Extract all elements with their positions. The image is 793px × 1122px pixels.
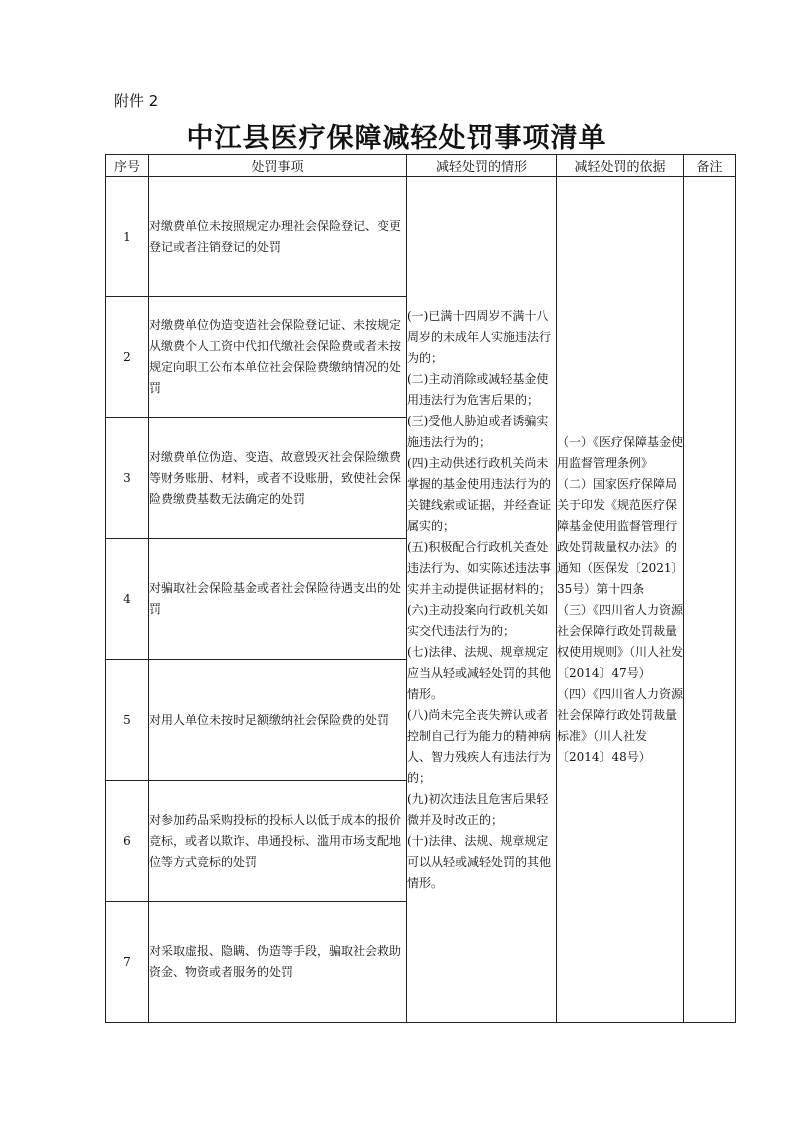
row-number: 6 [106,781,149,902]
row-number: 5 [106,660,149,781]
header-remarks: 备注 [684,155,736,177]
basis-item: （一）《医疗保障基金使用监督管理条例》 [557,434,684,470]
penalty-item: 对缴费单位伪造、变造、故意毁灭社会保险缴费等财务账册、材料，或者不设账册，致使社会保险费缴费基数无法确定的处罚 [149,418,407,539]
penalty-item: 对参加药品采购投标的投标人以低于成本的报价竞标，或者以欺诈、串通投标、滥用市场支配地位等方式竞标的处罚 [149,781,407,902]
row-number: 7 [106,902,149,1023]
circumstance-item: (三)受他人胁迫或者诱骗实施违法行为的； [407,413,549,449]
row-number: 3 [106,418,149,539]
penalty-item: 对缴费单位伪造变造社会保险登记证、未按规定从缴费个人工资中代扣代缴社会保险费或者未按规定向职工公布本单位社会保险费缴纳情况的处罚 [149,297,407,418]
header-basis: 减轻处罚的依据 [557,155,684,177]
basis-item: （四）《四川省人力资源社会保障行政处罚裁量标准》（川人社发〔2014〕48号） [557,686,684,764]
penalty-item: 对骗取社会保险基金或者社会保险待遇支出的处罚 [149,539,407,660]
basis-item: （三）《四川省人力资源社会保障行政处罚裁量权使用规则》（川人社发〔2014〕47号） [557,602,684,680]
header-circumstances: 减轻处罚的情形 [407,155,557,177]
document-title: 中江县医疗保障减轻处罚事项清单 [186,123,607,154]
table-header-row [106,155,736,177]
circumstance-item: (四)主动供述行政机关尚未掌握的基金使用违法行为的关键线索或证据，并经查证属实的； [407,455,552,533]
circumstance-item: (六)主动投案向行政机关如实交代违法行为的； [407,602,549,638]
header-no: 序号 [106,155,149,177]
circumstances-cell [407,177,557,1023]
circumstance-item: (七)法律、法规、规章规定应当从轻或减轻处罚的其他情形。 [407,644,552,701]
circumstance-item: (一)已满十四周岁不满十八周岁的未成年人实施违法行为的； [407,308,552,365]
penalty-list-table [105,154,736,1023]
attachment-label: 附件 2 [114,92,159,110]
penalty-item: 对用人单位未按时足额缴纳社会保险费的处罚 [149,660,407,781]
remarks-cell [684,177,736,1023]
table-row [106,177,736,297]
row-number: 2 [106,297,149,418]
row-number: 4 [106,539,149,660]
circumstance-item: (九)初次违法且危害后果轻微并及时改正的； [407,791,549,827]
circumstance-item: (十)法律、法规、规章规定可以从轻或减轻处罚的其他情形。 [407,833,552,890]
basis-cell [557,177,684,1023]
header-item: 处罚事项 [149,155,407,177]
circumstance-item: (五)积极配合行政机关查处违法行为、如实陈述违法事实并主动提供证据材料的； [407,539,552,596]
circumstance-item: (二)主动消除或减轻基金使用违法行为危害后果的； [407,371,549,407]
basis-item: （二）国家医疗保障局关于印发《规范医疗保障基金使用监督管理行政处罚裁量权办法》的通知（医保发〔2021〕35号）第十四条 [557,476,678,596]
circumstance-item: (八)尚未完全丧失辨认或者控制自己行为能力的精神病人、智力残疾人有违法行为的； [407,707,552,785]
penalty-item: 对缴费单位未按照规定办理社会保险登记、变更登记或者注销登记的处罚 [149,177,407,297]
penalty-item: 对采取虚报、隐瞒、伪造等手段，骗取社会救助资金、物资或者服务的处罚 [149,902,407,1023]
row-number: 1 [106,177,149,297]
